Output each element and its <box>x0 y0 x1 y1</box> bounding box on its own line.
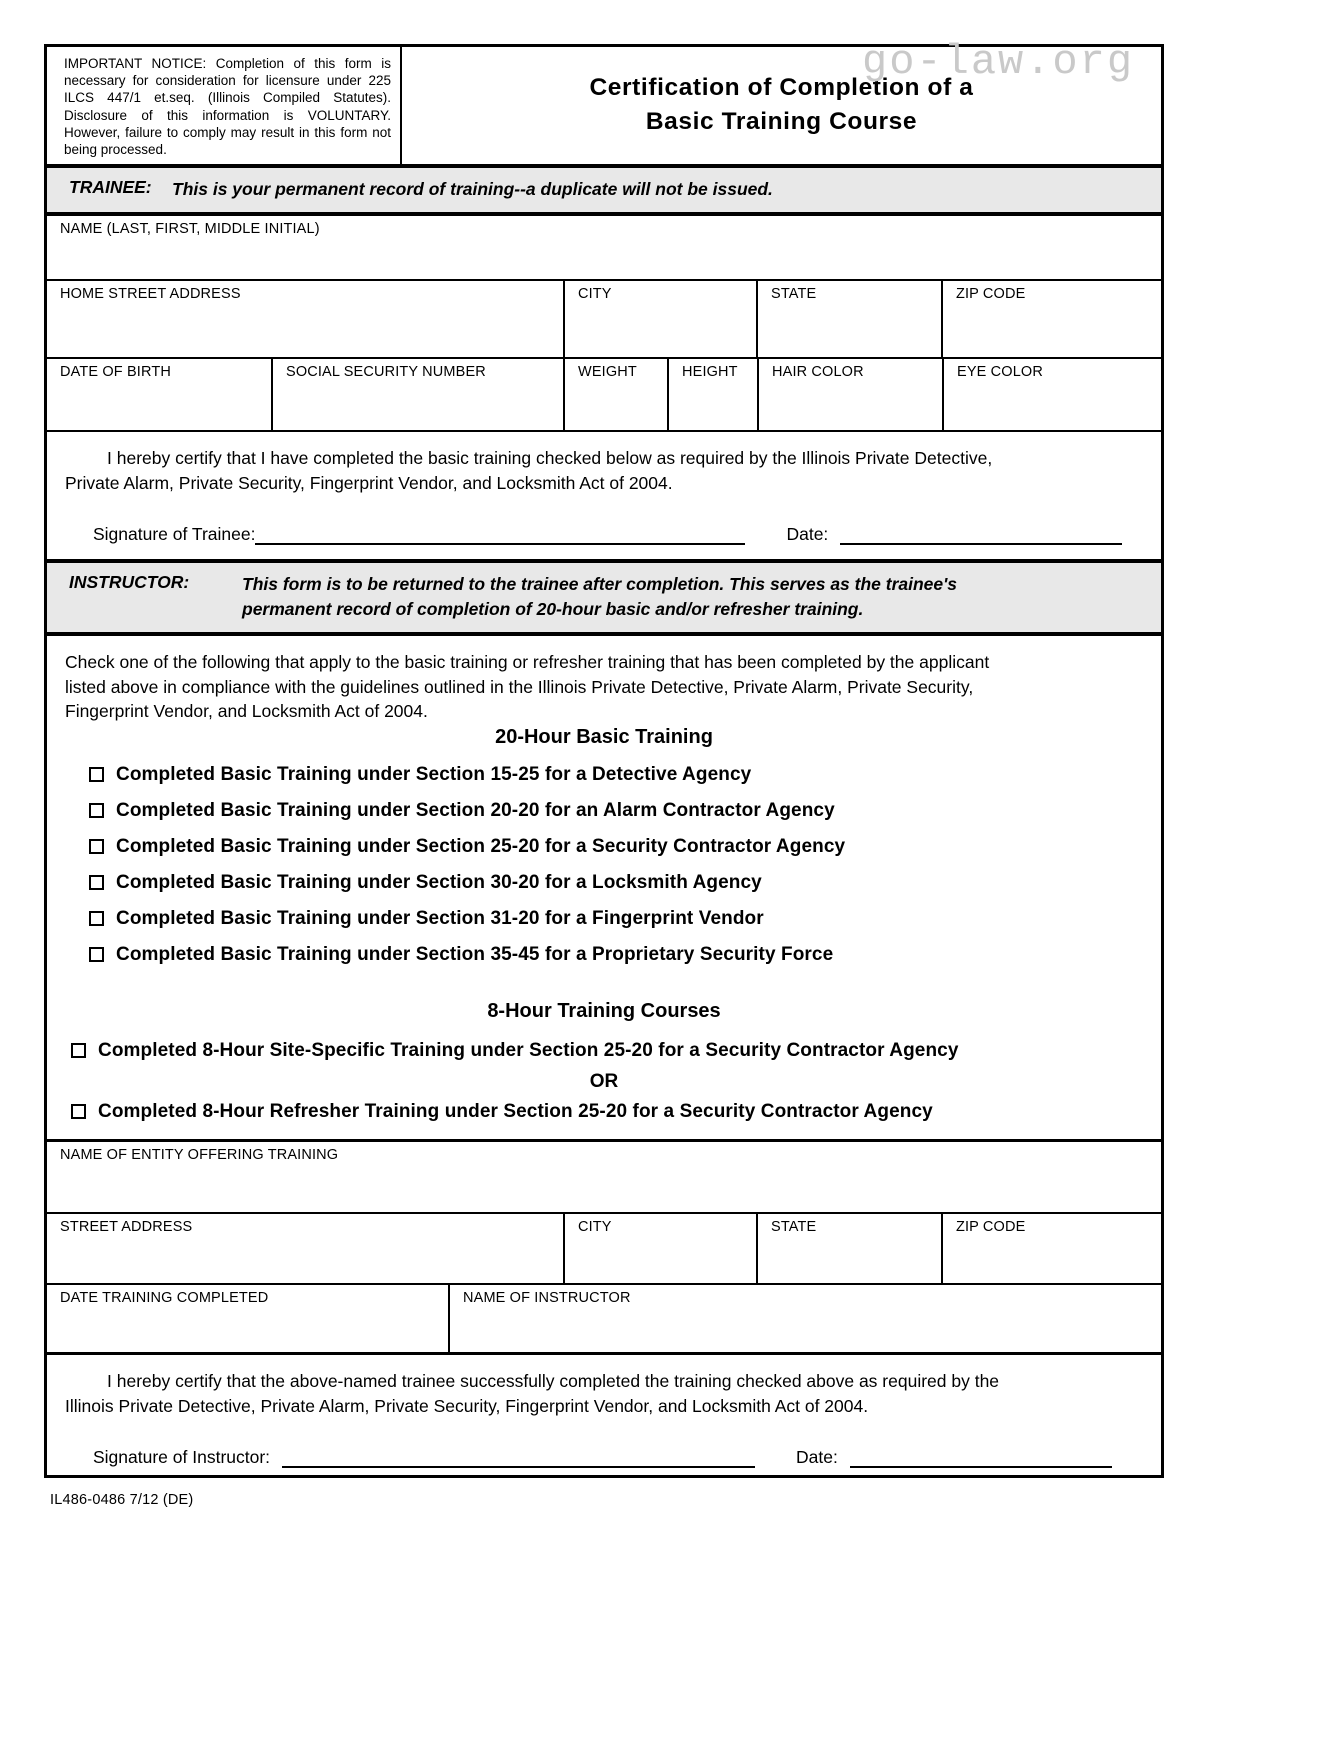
checkbox-row-site-specific-25-20[interactable] <box>65 1039 1143 1062</box>
checkbox-icon[interactable] <box>71 1043 86 1058</box>
field-entity-zip-code[interactable] <box>943 1214 1161 1283</box>
checkbox-label: Completed 8-Hour Site-Specific Training under Section 25-20 for a Security Contractor Agency <box>98 1039 959 1061</box>
field-state[interactable] <box>758 281 943 357</box>
field-label-zip: ZIP CODE <box>956 286 1026 303</box>
checkbox-icon[interactable] <box>89 767 104 782</box>
instructor-signature-row <box>65 1447 1143 1472</box>
form-title-line-2: Basic Training Course <box>645 107 918 135</box>
form-header <box>47 47 1161 168</box>
checkbox-row-basic-30-20[interactable] <box>65 871 1143 894</box>
instructor-certification-text <box>65 1369 1143 1419</box>
checkbox-icon[interactable] <box>89 803 104 818</box>
form-outer-frame <box>44 44 1164 1478</box>
checkbox-label: Completed Basic Training under Section 20-20 for an Alarm Contractor Agency <box>116 799 835 821</box>
instructor-banner-text <box>242 572 957 622</box>
trainee-signature-input[interactable] <box>255 526 745 545</box>
field-city[interactable] <box>565 281 758 357</box>
field-label-city: CITY <box>578 286 612 303</box>
field-label-hair: HAIR COLOR <box>772 364 864 381</box>
training-checklist-block <box>47 636 1161 1142</box>
field-date-of-birth[interactable] <box>47 359 273 430</box>
field-trainee-name[interactable] <box>47 216 1161 279</box>
field-label-entity-zip: ZIP CODE <box>956 1218 1026 1235</box>
instructor-certification-block <box>47 1355 1161 1482</box>
field-label-state: STATE <box>771 286 817 303</box>
trainee-demographics-row <box>47 359 1161 432</box>
checkbox-row-refresher-25-20[interactable] <box>65 1100 1143 1123</box>
trainee-certify-line-2: Private Alarm, Private Security, Fingerprint Vendor, and Locksmith Act of 2004. <box>65 473 673 494</box>
field-date-training-completed[interactable] <box>47 1285 450 1352</box>
checkbox-label: Completed Basic Training under Section 31-20 for a Fingerprint Vendor <box>116 907 764 929</box>
checkbox-row-basic-20-20[interactable] <box>65 799 1143 822</box>
field-label-weight: WEIGHT <box>578 364 637 381</box>
field-label-name: NAME (LAST, FIRST, MIDDLE INITIAL) <box>60 221 320 238</box>
instructor-date-input[interactable] <box>850 1449 1112 1468</box>
field-entity-name[interactable] <box>47 1142 1161 1212</box>
field-name-of-instructor[interactable] <box>450 1285 1161 1352</box>
trainee-banner <box>47 168 1161 216</box>
entity-address-row <box>47 1214 1161 1285</box>
checkbox-icon[interactable] <box>71 1104 86 1119</box>
field-hair-color[interactable] <box>759 359 944 430</box>
trainee-signature-label: Signature of Trainee: <box>93 524 256 545</box>
field-home-street-address[interactable] <box>47 281 565 357</box>
checklist-intro-line-3: Fingerprint Vendor, and Locksmith Act of 2004. <box>65 701 428 722</box>
trainee-certify-line-1: I hereby certify that I have completed the basic training checked below as required by the Illinois Private Detective, <box>107 448 993 469</box>
trainee-banner-label: TRAINEE: <box>69 177 152 198</box>
entity-name-row <box>47 1142 1161 1214</box>
checkbox-label: Completed Basic Training under Section 30-20 for a Locksmith Agency <box>116 871 762 893</box>
field-label-entity-name: NAME OF ENTITY OFFERING TRAINING <box>60 1146 339 1163</box>
checkbox-icon[interactable] <box>89 875 104 890</box>
checkbox-icon[interactable] <box>89 947 104 962</box>
field-label-height: HEIGHT <box>682 364 738 381</box>
field-entity-city[interactable] <box>565 1214 758 1283</box>
field-label-ssn: SOCIAL SECURITY NUMBER <box>286 364 486 381</box>
checkbox-icon[interactable] <box>89 911 104 926</box>
trainee-date-input[interactable] <box>840 526 1122 545</box>
checkbox-icon[interactable] <box>89 839 104 854</box>
checklist-intro-line-2: listed above in compliance with the guidelines outlined in the Illinois Private Detective, Private Alarm, Private Security, <box>65 676 974 697</box>
trainee-name-row <box>47 216 1161 281</box>
training-date-row <box>47 1285 1161 1355</box>
instructor-banner-label: INSTRUCTOR: <box>69 572 190 593</box>
field-label-entity-city: CITY <box>578 1218 612 1235</box>
field-zip-code[interactable] <box>943 281 1161 357</box>
field-label-instructor-name: NAME OF INSTRUCTOR <box>463 1289 631 1306</box>
checkbox-row-basic-25-20[interactable] <box>65 835 1143 858</box>
instructor-certify-line-1: I hereby certify that the above-named trainee successfully completed the training checked above as required by the <box>107 1370 1000 1391</box>
instructor-signature-label: Signature of Instructor: <box>93 1446 271 1467</box>
field-label-street: HOME STREET ADDRESS <box>60 286 241 303</box>
heading-20-hour-basic-training: 20-Hour Basic Training <box>495 725 713 748</box>
checkbox-label: Completed Basic Training under Section 35-45 for a Proprietary Security Force <box>116 943 834 965</box>
form-code-footer: IL486-0486 7/12 (DE) <box>50 1492 194 1508</box>
trainee-certification-block <box>47 432 1161 563</box>
instructor-certify-line-2: Illinois Private Detective, Private Alarm, Private Security, Fingerprint Vendor, and Locksmith Act of 2004. <box>65 1395 869 1416</box>
instructor-date-label: Date: <box>796 1446 838 1467</box>
field-label-dob: DATE OF BIRTH <box>60 364 171 381</box>
instructor-banner-line-1: This form is to be returned to the trainee after completion. This serves as the trainee's <box>242 574 958 595</box>
checkbox-label: Completed Basic Training under Section 25-20 for a Security Contractor Agency <box>116 835 846 857</box>
or-separator-text: OR <box>589 1070 619 1092</box>
checkbox-label: Completed Basic Training under Section 15-25 for a Detective Agency <box>116 763 752 785</box>
trainee-banner-text: This is your permanent record of training--a duplicate will not be issued. <box>172 179 773 200</box>
checkbox-label: Completed 8-Hour Refresher Training under Section 25-20 for a Security Contractor Agency <box>98 1100 933 1122</box>
instructor-signature-input[interactable] <box>282 1449 755 1468</box>
field-eye-color[interactable] <box>944 359 1161 430</box>
trainee-signature-row <box>65 524 1143 549</box>
field-label-eye: EYE COLOR <box>957 364 1043 381</box>
instructor-banner-line-2: permanent record of completion of 20-hour basic and/or refresher training. <box>242 599 864 620</box>
field-entity-street-address[interactable] <box>47 1214 565 1283</box>
trainee-address-row <box>47 281 1161 359</box>
checklist-intro-line-1: Check one of the following that apply to the basic training or refresher training that has been completed by the applicant <box>65 652 990 673</box>
important-notice-cell <box>47 47 402 164</box>
trainee-date-label: Date: <box>786 524 829 545</box>
checkbox-row-basic-31-20[interactable] <box>65 907 1143 930</box>
form-title-line-1: Certification of Completion of a <box>589 73 974 101</box>
heading-8-hour-training-courses: 8-Hour Training Courses <box>487 999 721 1022</box>
field-label-date-completed: DATE TRAINING COMPLETED <box>60 1289 269 1306</box>
field-label-entity-street: STREET ADDRESS <box>60 1218 193 1235</box>
important-notice-text: IMPORTANT NOTICE: Completion of this form is necessary for consideration for licensure under 225 ILCS 447/1 et.seq. (Illinois Compiled Statutes). Disclosure of this information is VOLUNTARY. However, failure to comply may result in this form not being processed. <box>64 56 391 158</box>
checklist-instructions <box>65 650 1143 724</box>
checkbox-row-basic-15-25[interactable] <box>65 763 1143 786</box>
checkbox-row-basic-35-45[interactable] <box>65 943 1143 966</box>
field-social-security-number[interactable] <box>273 359 565 430</box>
field-entity-state[interactable] <box>758 1214 943 1283</box>
field-height[interactable] <box>669 359 759 430</box>
instructor-banner <box>47 563 1161 636</box>
watermark-text: go-law.org <box>862 38 1135 86</box>
form-title-cell <box>402 47 1161 164</box>
field-label-entity-state: STATE <box>771 1218 817 1235</box>
field-weight[interactable] <box>565 359 669 430</box>
trainee-certification-text <box>65 446 1143 496</box>
